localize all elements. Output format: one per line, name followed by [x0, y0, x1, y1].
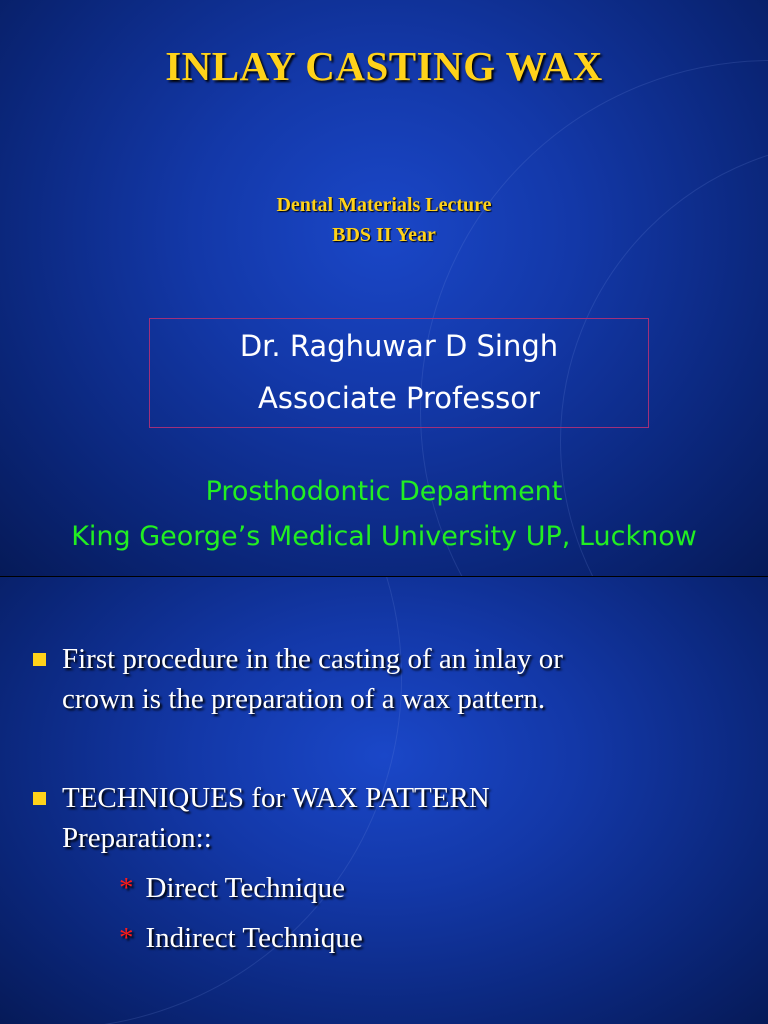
bullet-item: [33, 778, 733, 858]
sub-item-label: Indirect Technique: [145, 922, 363, 954]
bullet-line: crown is the preparation of a wax pattern.: [62, 683, 546, 715]
sub-item: [119, 868, 345, 908]
presenter-box: [149, 318, 649, 428]
asterisk-icon: *: [119, 872, 134, 904]
bullet-item: [33, 639, 733, 719]
square-bullet-icon: [33, 792, 46, 805]
bullet-line: TECHNIQUES for WAX PATTERN: [62, 782, 490, 814]
square-bullet-icon: [33, 653, 46, 666]
department-name: Prosthodontic Department: [205, 476, 563, 507]
bullet-line: Preparation::: [62, 822, 212, 854]
subtitle-line-2: BDS II Year: [332, 224, 436, 246]
university-name: King George’s Medical University UP, Lucknow: [71, 521, 697, 552]
sub-item: [119, 918, 363, 958]
slide-2: [0, 577, 768, 1024]
asterisk-icon: *: [119, 922, 134, 954]
sub-item-label: Direct Technique: [145, 872, 346, 904]
bullet-line: First procedure in the casting of an inlay or: [62, 643, 563, 675]
slide-title: INLAY CASTING WAX: [165, 43, 603, 89]
subtitle-line-1: Dental Materials Lecture: [276, 194, 492, 216]
presenter-role: Associate Professor: [258, 381, 540, 415]
presenter-name: Dr. Raghuwar D Singh: [239, 329, 559, 363]
